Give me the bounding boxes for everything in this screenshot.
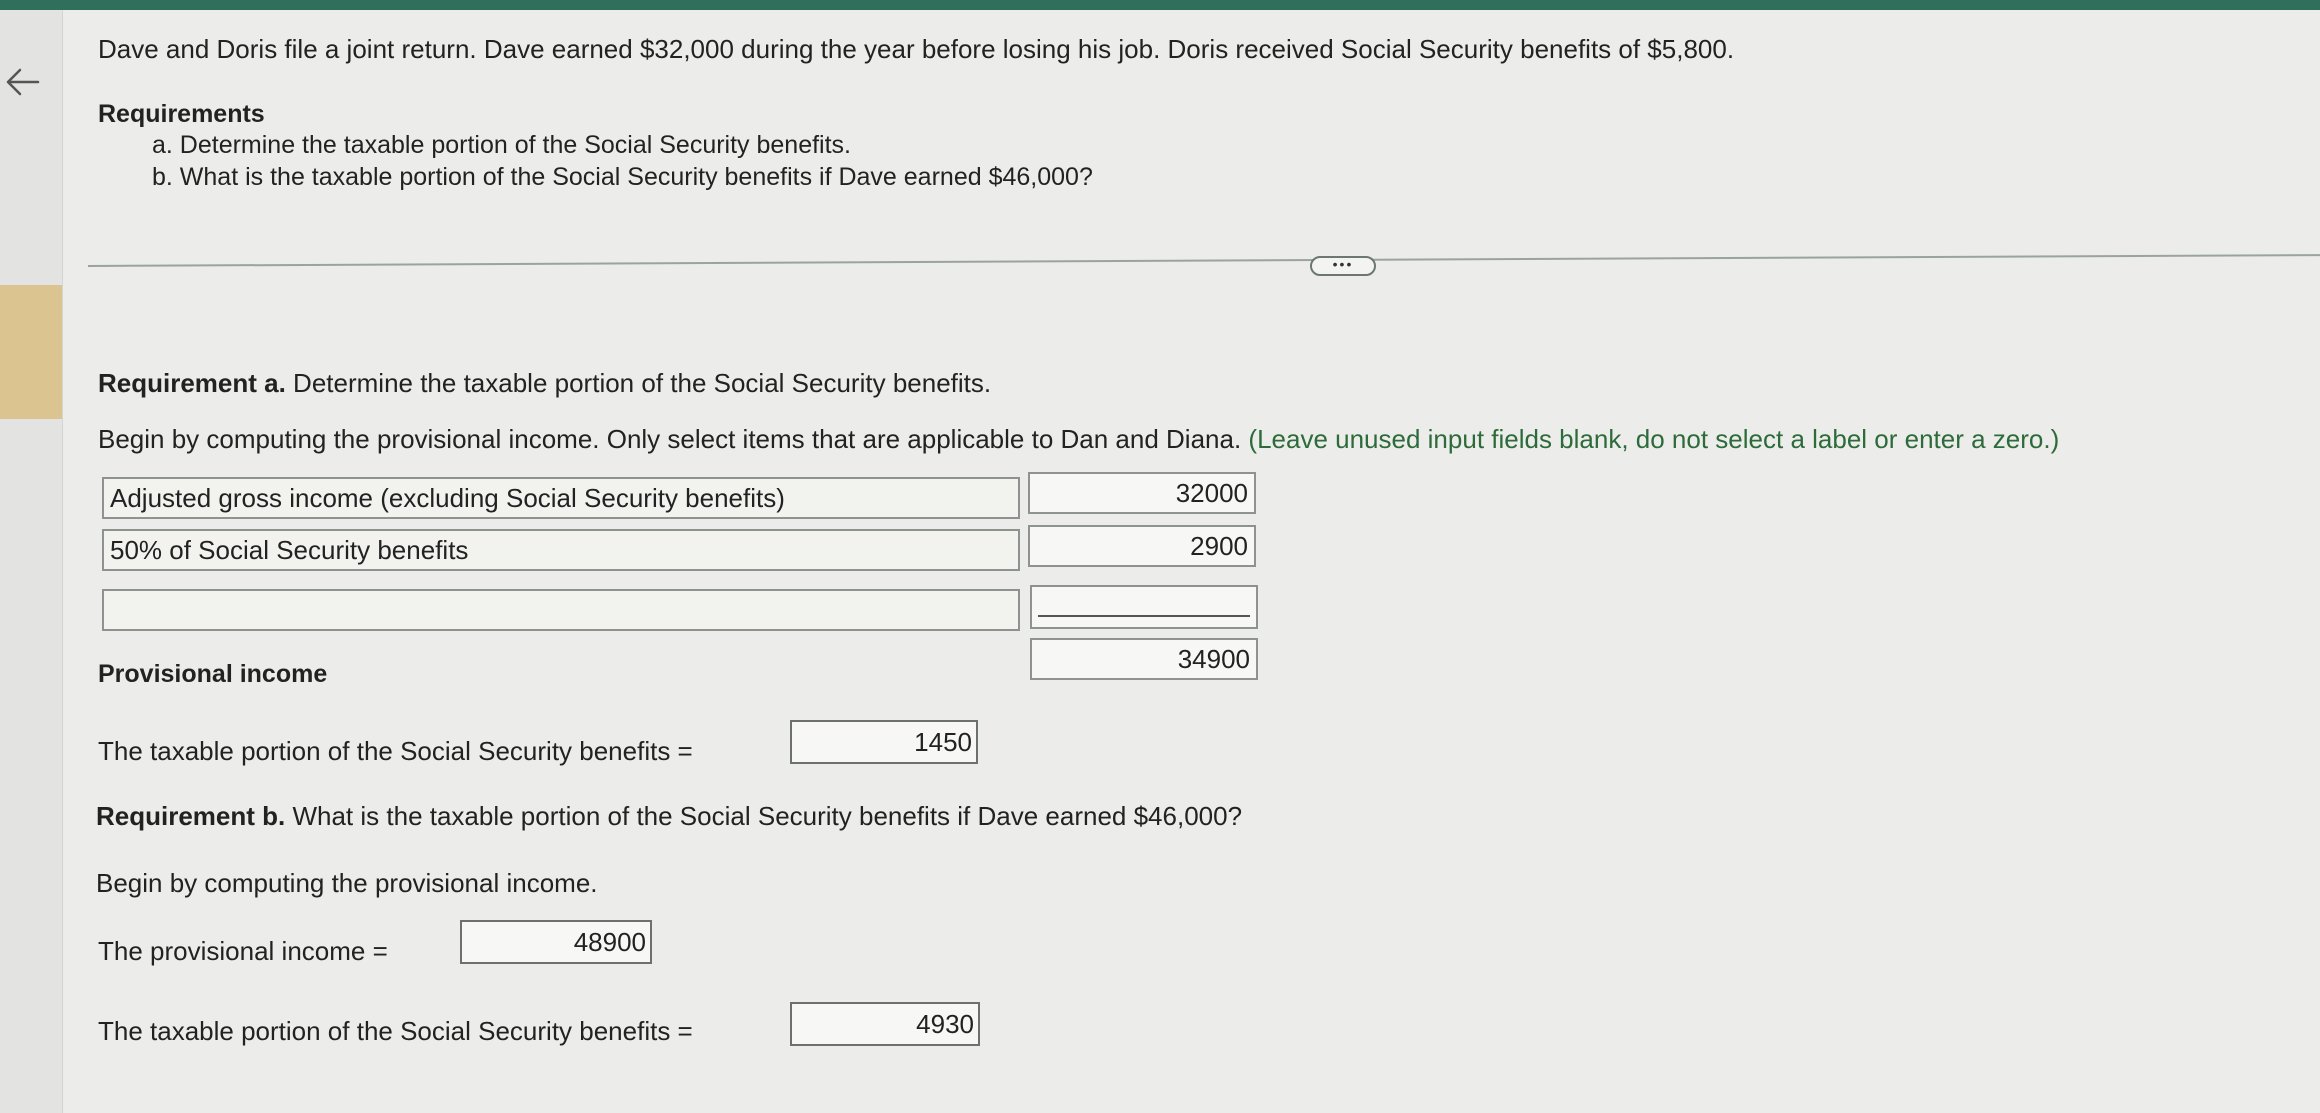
- left-sidebar: [0, 10, 63, 1113]
- req-a-taxable-label: The taxable portion of the Social Security benefits =: [98, 736, 693, 766]
- section-divider: [88, 254, 2320, 267]
- provisional-income-label: Provisional income: [98, 660, 328, 688]
- requirement-b-text: b. What is the taxable portion of the Social Security benefits if Dave earned $46,000?: [152, 163, 1093, 191]
- provisional-income-total[interactable]: 34900: [1030, 638, 1258, 680]
- req-a-heading: [98, 368, 991, 399]
- requirement-a-text: a. Determine the taxable portion of the Social Security benefits.: [152, 131, 851, 159]
- row-1-value-input[interactable]: 32000: [1028, 472, 1256, 514]
- req-a-instruction: [98, 424, 2059, 455]
- req-a-taxable-input[interactable]: 1450: [790, 720, 978, 764]
- back-arrow-icon[interactable]: [2, 62, 42, 102]
- req-b-heading-bold: Requirement b.: [96, 801, 286, 831]
- req-a-instruction-main: Begin by computing the provisional income. Only select items that are applicable to Dan and Diana.: [98, 424, 1242, 454]
- requirements-heading: Requirements: [98, 100, 265, 128]
- row-3-value-input[interactable]: [1030, 585, 1258, 629]
- req-a-heading-bold: Requirement a.: [98, 368, 286, 398]
- req-b-taxable-input[interactable]: 4930: [790, 1002, 980, 1046]
- req-b-heading: [96, 801, 1242, 832]
- row-1-label-select[interactable]: Adjusted gross income (excluding Social Security benefits): [102, 477, 1020, 519]
- req-b-provisional-label: The provisional income =: [98, 936, 388, 966]
- req-b-heading-rest: What is the taxable portion of the Social Security benefits if Dave earned $46,000?: [285, 801, 1243, 831]
- more-options-button[interactable]: •••: [1310, 256, 1376, 276]
- sidebar-tab-accent[interactable]: [0, 285, 62, 419]
- row-2-value-input[interactable]: 2900: [1028, 525, 1256, 567]
- req-a-instruction-note: (Leave unused input fields blank, do not select a label or enter a zero.): [1241, 424, 2060, 454]
- req-b-taxable-label: The taxable portion of the Social Security benefits =: [98, 1016, 693, 1046]
- req-b-provisional-input[interactable]: 48900: [460, 920, 652, 964]
- req-b-instruction: Begin by computing the provisional income.: [96, 868, 598, 898]
- row-3-label-select[interactable]: [102, 589, 1020, 631]
- problem-statement: Dave and Doris file a joint return. Dave earned $32,000 during the year before losing his job. Doris received Social Security benefits of $5,800.: [98, 34, 1735, 64]
- row-2-label-select[interactable]: 50% of Social Security benefits: [102, 529, 1020, 571]
- req-a-heading-rest: Determine the taxable portion of the Social Security benefits.: [285, 368, 992, 398]
- top-bar: [0, 0, 2320, 10]
